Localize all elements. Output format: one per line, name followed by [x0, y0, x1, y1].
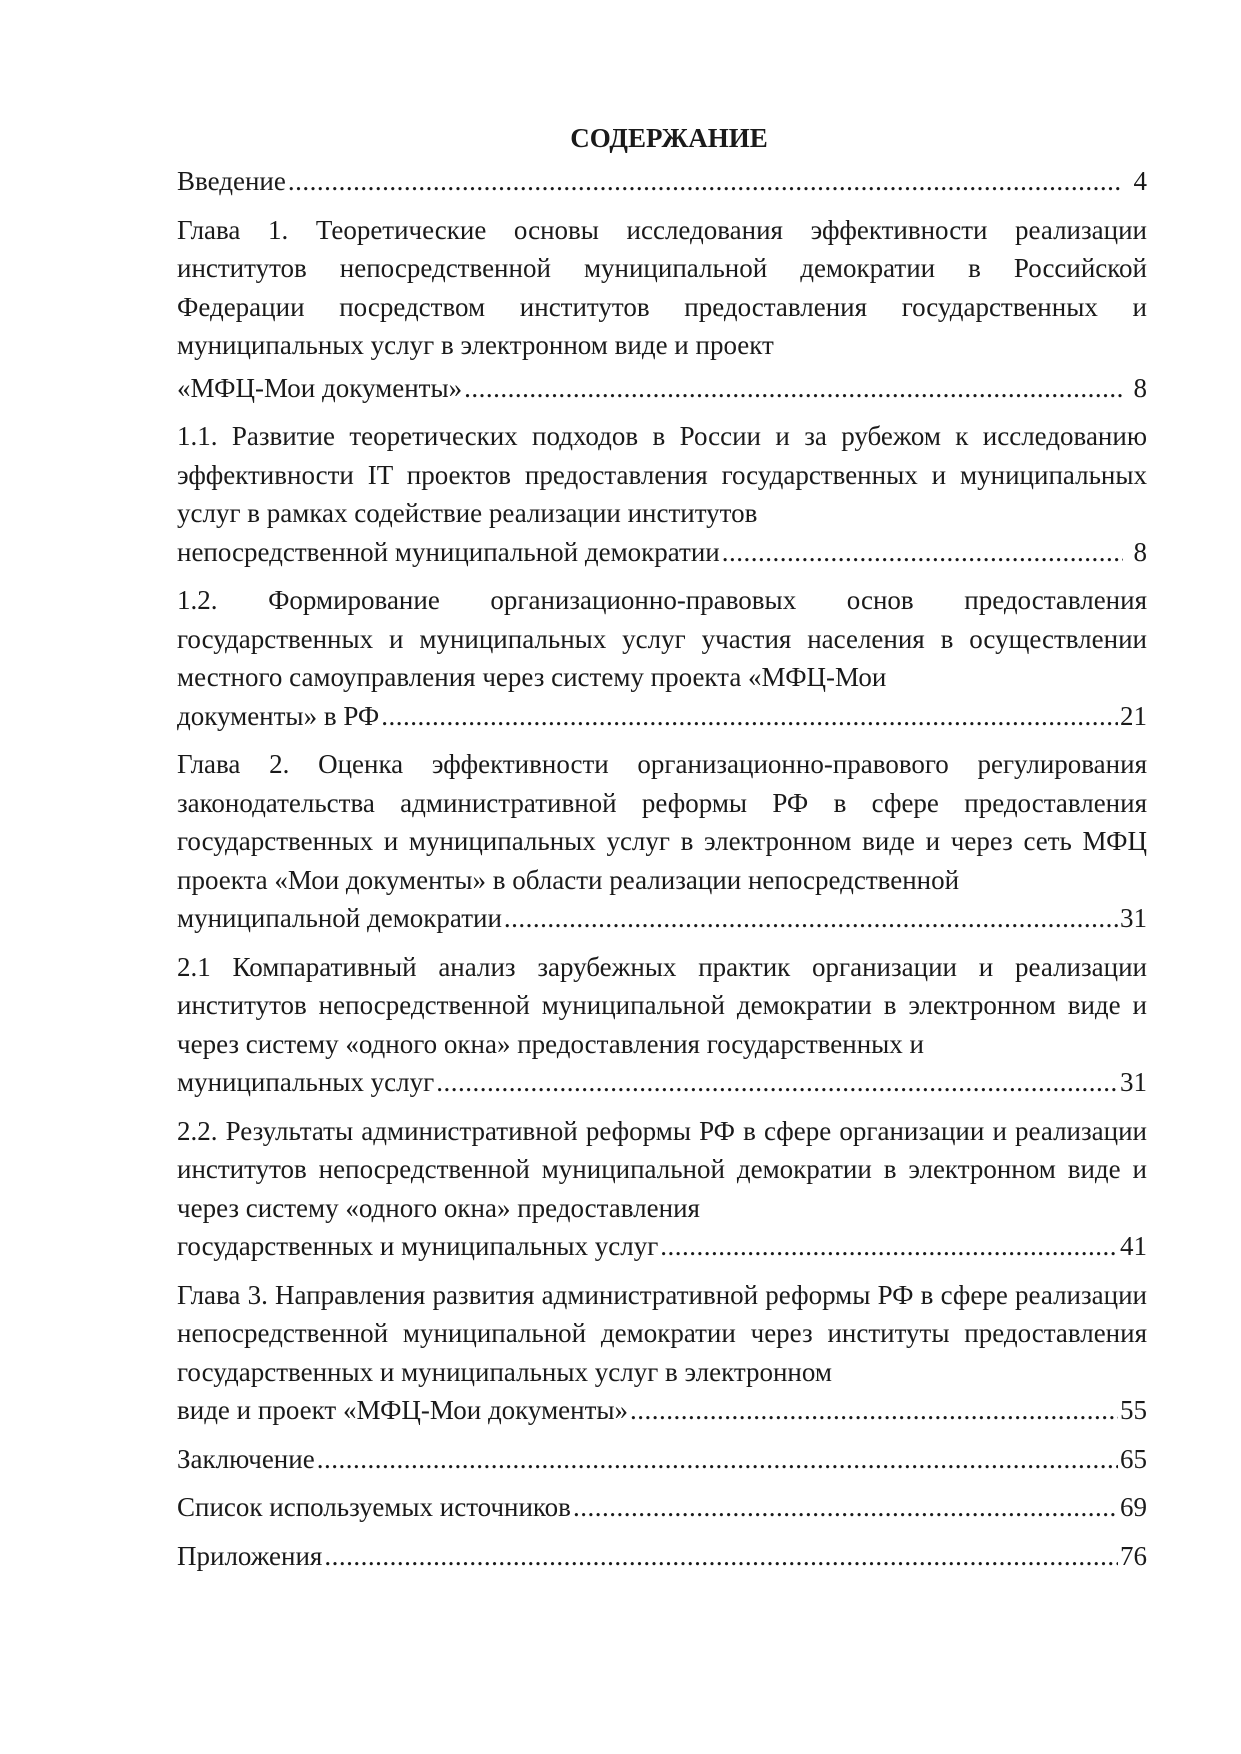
toc-entry-appendices — [177, 1537, 1147, 1576]
dot-leader — [317, 1440, 1118, 1479]
toc-entry-line — [177, 369, 1147, 408]
dot-leader — [464, 369, 1123, 408]
dot-leader — [630, 1391, 1118, 1430]
toc-entry-section-1-1 — [177, 417, 1147, 571]
toc-entry-line — [177, 1063, 1147, 1102]
toc-list — [177, 162, 1147, 1575]
toc-entry-line — [177, 697, 1147, 736]
toc-entry-line — [177, 162, 1147, 201]
toc-page-number: 65 — [1120, 1443, 1147, 1474]
dot-leader — [436, 1063, 1118, 1102]
toc-page-number: 8 — [1133, 536, 1147, 567]
toc-entry-line — [177, 1391, 1147, 1430]
toc-entry-title: муниципальной демократии — [177, 903, 502, 933]
toc-entry-line — [177, 1488, 1147, 1527]
toc-page-number: 76 — [1120, 1540, 1147, 1571]
dot-leader — [288, 162, 1123, 201]
toc-page-number: 31 — [1120, 1067, 1147, 1097]
toc-entry-line — [177, 1537, 1147, 1576]
toc-entry-title: документы» в РФ — [177, 700, 380, 731]
toc-entry-title: муниципальных услуг — [177, 1067, 435, 1097]
toc-page-number: 8 — [1133, 372, 1147, 403]
dot-leader — [660, 1227, 1118, 1266]
toc-entry-title: Заключение — [177, 1443, 315, 1474]
toc-entry-line — [177, 899, 1147, 938]
toc-entry-title: виде и проект «МФЦ-Мои документы» — [177, 1395, 629, 1425]
toc-entry-chapter-1 — [177, 211, 1147, 408]
toc-entry-section-2-2 — [177, 1112, 1147, 1266]
toc-page-number: 4 — [1133, 166, 1147, 196]
toc-entry-section-1-2 — [177, 581, 1147, 735]
toc-entry-text: Глава 1. Теоретические основы исследования эффективности реализации институтов непосредственной муниципальной демократии в Российской Федерации посредством институтов предоставления государственных и муниципальных услуг в электронном виде и проект — [177, 214, 1147, 360]
toc-title: СОДЕРЖАНИЕ — [570, 123, 768, 153]
toc-entry-title: Список используемых источников — [177, 1492, 571, 1522]
toc-entry-title: Введение — [177, 166, 286, 196]
toc-entry-line — [177, 1227, 1147, 1266]
dot-leader — [381, 697, 1118, 736]
toc-entry-text: 2.1 Компаративный анализ зарубежных практик организации и реализации институтов непосредственной муниципальной демократии в электронном виде и через систему «одного окна» предоставления государственных и — [177, 951, 1147, 1059]
dot-leader — [324, 1537, 1118, 1576]
toc-entry-line — [177, 533, 1147, 572]
toc-entry-section-2-1 — [177, 948, 1147, 1102]
toc-entry-introduction — [177, 162, 1147, 201]
toc-entry-title: государственных и муниципальных услуг — [177, 1231, 659, 1261]
toc-page-number: 41 — [1120, 1231, 1147, 1261]
dot-leader — [504, 899, 1118, 938]
dot-leader — [722, 533, 1123, 572]
toc-entry-text: 1.1. Развитие теоретических подходов в России и за рубежом к исследованию эффективности IT проектов предоставления государственных и муниципальных услуг в рамках содействие реализации институтов — [177, 421, 1147, 528]
document-page — [177, 118, 1147, 1575]
toc-entry-chapter-3 — [177, 1276, 1147, 1430]
toc-page-number: 21 — [1120, 700, 1147, 731]
toc-page-number: 69 — [1120, 1492, 1147, 1522]
toc-entry-title: непосредственной муниципальной демократии — [177, 536, 720, 567]
toc-entry-conclusion — [177, 1440, 1147, 1479]
toc-entry-chapter-2 — [177, 745, 1147, 938]
toc-page-number: 55 — [1120, 1395, 1147, 1425]
dot-leader — [573, 1488, 1118, 1527]
toc-entry-title: «МФЦ-Мои документы» — [177, 372, 463, 403]
toc-entry-title: Приложения — [177, 1540, 323, 1571]
toc-page-number: 31 — [1120, 903, 1147, 933]
toc-entry-text: 2.2. Результаты административной реформы РФ в сфере организации и реализации институтов непосредственной муниципальной демократии в электронном виде и через систему «одного окна» предоставления — [177, 1115, 1147, 1223]
toc-entry-line — [177, 1440, 1147, 1479]
toc-entry-text: Глава 3. Направления развития административной реформы РФ в сфере реализации непосредственной муниципальной демократии через институты предоставления государственных и муниципальных услуг в электронном — [177, 1279, 1147, 1387]
toc-entry-text: 1.2. Формирование организационно-правовых основ предоставления государственных и муниципальных услуг участия населения в осуществлении местного самоуправления через систему проекта «МФЦ-Мои — [177, 585, 1147, 692]
toc-entry-references — [177, 1488, 1147, 1527]
toc-entry-text: Глава 2. Оценка эффективности организационно-правового регулирования законодательства административной реформы РФ в сфере предоставления государственных и муниципальных услуг в электронном виде и через сеть МФЦ проекта «Мои документы» в области реализации непосредственной — [177, 749, 1147, 895]
